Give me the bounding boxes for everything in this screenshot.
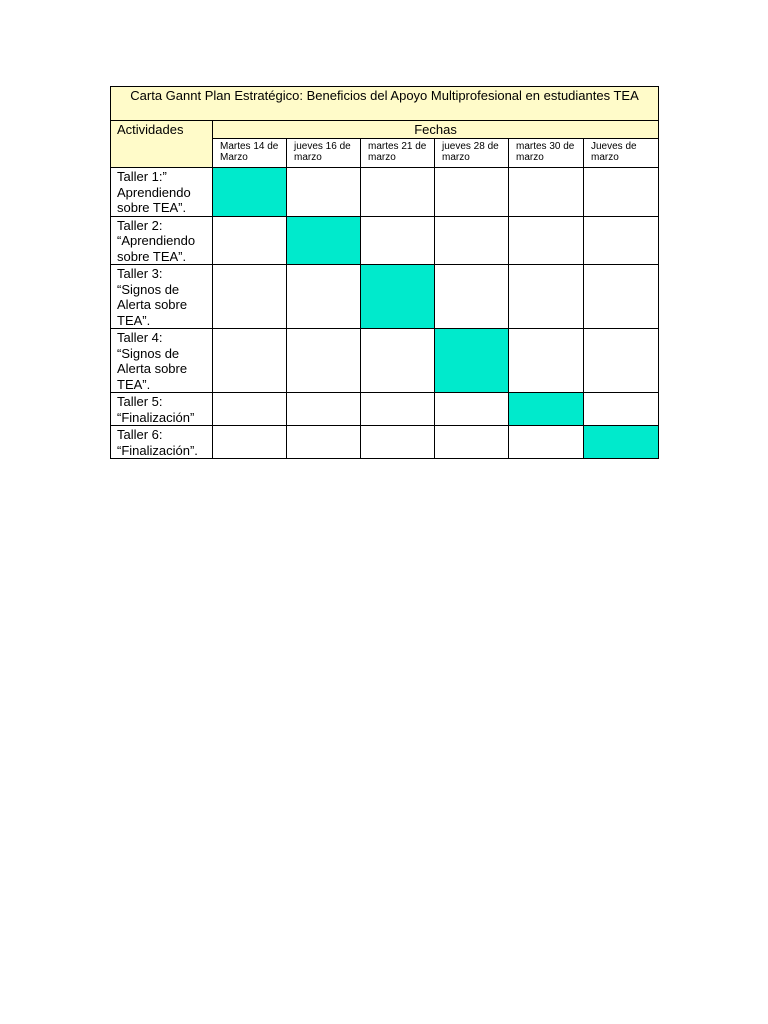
schedule-cell — [361, 329, 435, 393]
activity-row — [111, 168, 659, 217]
date-header-cell: martes 30 de marzo — [509, 139, 584, 168]
schedule-cell — [287, 393, 361, 426]
header-row — [111, 121, 659, 139]
activity-label: Taller 2: “Aprendiendo sobre TEA”. — [111, 216, 213, 265]
gantt-title: Carta Gannt Plan Estratégico: Beneficios del Apoyo Multiprofesional en estudiantes TEA — [111, 87, 659, 121]
date-header-cell: martes 21 de marzo — [361, 139, 435, 168]
schedule-cell — [287, 329, 361, 393]
schedule-cell — [509, 329, 584, 393]
gantt-chart-table — [110, 86, 659, 459]
schedule-cell — [287, 168, 361, 217]
activity-row — [111, 265, 659, 329]
schedule-cell — [435, 426, 509, 459]
schedule-cell — [584, 265, 659, 329]
activity-row — [111, 216, 659, 265]
date-header-cell: Martes 14 de Marzo — [213, 139, 287, 168]
schedule-cell — [287, 265, 361, 329]
activity-row — [111, 329, 659, 393]
schedule-cell — [361, 426, 435, 459]
activity-label: Taller 6: “Finalización”. — [111, 426, 213, 459]
schedule-cell — [361, 216, 435, 265]
schedule-cell — [584, 168, 659, 217]
dates-header: Fechas — [213, 121, 659, 139]
activity-label: Taller 4: “Signos de Alerta sobre TEA”. — [111, 329, 213, 393]
schedule-cell — [584, 216, 659, 265]
schedule-cell — [213, 265, 287, 329]
activity-label: Taller 3: “Signos de Alerta sobre TEA”. — [111, 265, 213, 329]
schedule-cell — [435, 265, 509, 329]
schedule-bar — [509, 393, 584, 426]
schedule-cell — [213, 393, 287, 426]
schedule-cell — [584, 393, 659, 426]
schedule-cell — [509, 265, 584, 329]
date-header-cell: Jueves de marzo — [584, 139, 659, 168]
activity-row — [111, 393, 659, 426]
date-header-cell: jueves 28 de marzo — [435, 139, 509, 168]
schedule-cell — [435, 216, 509, 265]
schedule-cell — [361, 393, 435, 426]
schedule-bar — [213, 168, 287, 217]
activity-label: Taller 5: “Finalización” — [111, 393, 213, 426]
schedule-cell — [584, 329, 659, 393]
schedule-bar — [584, 426, 659, 459]
schedule-cell — [213, 329, 287, 393]
title-row — [111, 87, 659, 121]
schedule-cell — [213, 426, 287, 459]
schedule-cell — [287, 426, 361, 459]
schedule-bar — [435, 329, 509, 393]
schedule-cell — [435, 168, 509, 217]
schedule-cell — [509, 168, 584, 217]
date-header-cell: jueves 16 de marzo — [287, 139, 361, 168]
schedule-cell — [361, 168, 435, 217]
activity-label: Taller 1:” Aprendiendo sobre TEA”. — [111, 168, 213, 217]
activity-row — [111, 426, 659, 459]
activities-header: Actividades — [111, 121, 213, 168]
schedule-bar — [361, 265, 435, 329]
schedule-bar — [287, 216, 361, 265]
schedule-cell — [509, 216, 584, 265]
schedule-cell — [213, 216, 287, 265]
schedule-cell — [435, 393, 509, 426]
schedule-cell — [509, 426, 584, 459]
